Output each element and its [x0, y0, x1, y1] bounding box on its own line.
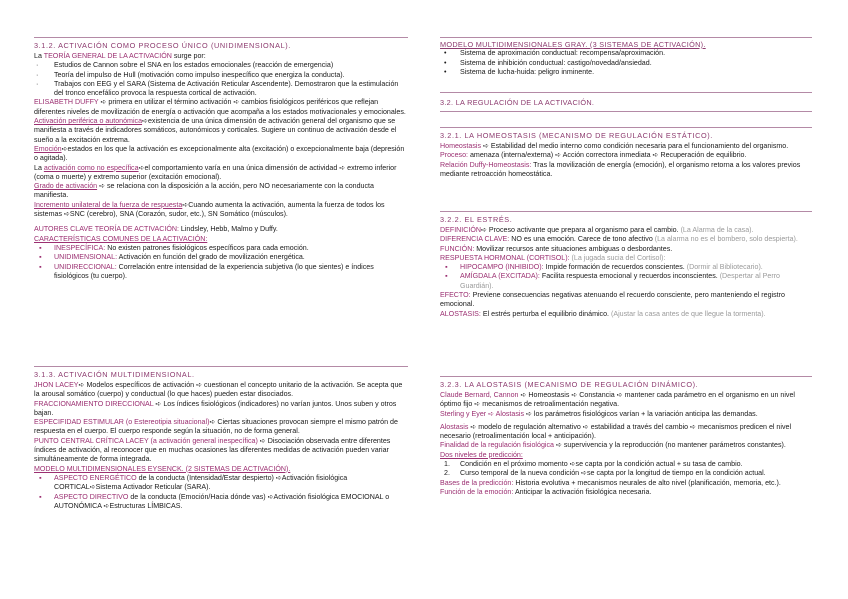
section-title: 3.2.2. EL ESTRÉS. [440, 211, 812, 225]
hormonal-response-heading: RESPUESTA HORMONAL (CORTISOL): (La jugada sucia del Cortisol): [440, 253, 666, 262]
list-item: 2. Curso temporal de la nueva condición ➪se capta por la longitud de tiempo en la condición actual. [444, 469, 766, 478]
eysenck-heading: MODELO MULTIDIMENSIONALES EYSENCK. (2 SISTEMAS DE ACTIVACIÓN). [34, 464, 291, 473]
duffy-homeostasis-paragraph: Relación Duffy-Homeostasis: Tras la movilización de energía (emoción), el organismo retorna a los valores previos mediante retroacción homeostática. [440, 160, 801, 178]
fractionation-paragraph: FRACCIONAMIENTO DIRECCIONAL ➪ Los índices fisiológicos (indicadores) no varían juntos. Unos suben y otros bajan. [34, 399, 397, 417]
section-title: 3.2.1. LA HOMEOSTASIS (MECANISMO DE REGULACIÓN ESTÁTICO). [440, 127, 812, 141]
list-item: 1. Condición en el próximo momento ➪se capta por la condición actual + su tasa de cambio. [444, 460, 743, 469]
list-item: • Sistema de inhibición conductual: castigo/novedad/ansiedad. [440, 59, 812, 68]
nonspecific-paragraph: La activación como no específica➪el comportamiento varía en una única dimensión de actividad ➪ extremo inferior (coma o muerte) y extremo superior (excitación emocional). [34, 163, 397, 181]
common-features-heading: CARACTERÍSTICAS COMUNES DE LA ACTIVACIÓN: [34, 234, 208, 243]
section-title: 3.1.3. ACTIVACIÓN MULTIDIMENSIONAL. [34, 366, 408, 380]
activation-degree-paragraph: Grado de activación ➪ se relaciona con la disposición a la acción, pero NO necesariamente con la conducta manifiesta. [34, 182, 374, 200]
list-item: ▪ HIPOCAMPO (INHIBIDO): Impide formación de recuerdos conscientes. (Dormir al Bibliotecario). [440, 263, 812, 272]
process-paragraph: Proceso: amenaza (interna/externa) ➪ Acción correctora inmediata ➪ Recuperación de equilibrio. [440, 151, 747, 160]
stimulus-specificity-paragraph: ESPECIFIDAD ESTIMULAR (o Estereotipia situacional)➪ Ciertas situaciones provocan siempre el mismo patrón de respuesta en el cuerpo. El cuerpo responde según la situación, no de forma general. [34, 418, 398, 436]
purpose-paragraph: Finalidad de la regulación fisiológica ➪ supervivencia y la reproducción (no mantener parámetros constantes). [440, 441, 786, 450]
section-3-1-2 [34, 37, 408, 281]
homeostasis-paragraph: Homeostasis ➪ Estabilidad del medio interno como condición necesaria para el funcionamiento del organismo. [440, 142, 789, 150]
list-item: ▪ AMÍGDALA (EXCITADA): Facilita respuesta emocional y recuerdos inconscientes. (Despertar al Perro Guardián). [440, 272, 812, 291]
list-item: · Trabajos con EEG y el SARA (Sistema de Activación Reticular Ascendente). Demostraron que la estimulación del tronco encefálico provoca la respuesta cortical de activación. [34, 80, 408, 99]
lacey-critique-paragraph: PUNTO CENTRAL CRÍTICA LACEY (a activación general inespecífica) ➪ Disociación observada entre diferentes índices de activación, al reconocer que en muchas ocasiones las diferentes medidas de activación pueden variar simultáneamente de forma integrada. [34, 436, 391, 464]
emotion-paragraph: Emoción➪estados en los que la activación es excepcionalmente alta (excitación) o excepcionalmente baja (depresión o agitada). [34, 144, 405, 163]
list-item: ▪ INESPECÍFICA: No existen patrones fisiológicos específicos para cada emoción. [34, 244, 408, 253]
definition-paragraph: DEFINICIÓN➪ Proceso activante que prepara al organismo para el cambio. (La Alarma de la casa). [440, 226, 754, 234]
allostasis-paragraph: ALOSTASIS: El estrés perturba el equilibrio dinámico. (Ajustar la casa antes de que llegue la tormenta). [440, 309, 766, 318]
section-title: 3.2.3. LA ALOSTASIS (MECANISMO DE REGULACIÓN DINÁMICO). [440, 376, 812, 390]
list-item: • Sistema de aproximación conductual: recompensa/aproximación. [440, 49, 812, 58]
section-gray-model [440, 37, 812, 77]
allostasis-model-paragraph: Alostasis ➪ modelo de regulación alternativo ➪ estabilidad a través del cambio ➪ mecanismos predicen el nivel necesario (retroalimentación local + anticipación). [440, 422, 792, 441]
key-authors: AUTORES CLAVE TEORÍA DE ACTIVACIÓN: Lindsley, Hebb, Malmo y Duffy. [34, 225, 278, 234]
section-3-2-3 [440, 376, 812, 497]
effect-paragraph: EFECTO: Previene consecuencias negativas atenuando el recuerdo consciente, pero manteniendo el registro emocional. [440, 291, 785, 309]
lacey-paragraph: JHON LACEY➪ Modelos específicos de activación ➪ cuestionan el concepto unitario de la activación. Se acepta que la arousal somático (cuerpo) y conductual (lo que haces) pueden estar disociados. [34, 381, 403, 399]
list-item: · Estudios de Cannon sobre el SNA en los estados emocionales (reacción de emergencia) [34, 61, 408, 70]
gray-heading: MODELO MULTIDIMENSIONALES GRAY. (3 SISTEMAS DE ACTIVACIÓN). [440, 37, 812, 49]
prediction-bases-paragraph: Bases de la predicción: Historia evolutiva + mecanismos neurales de alto nivel (planificación, memoria, etc.). [440, 478, 781, 487]
list-item: ▪ ASPECTO ENERGÉTICO de la conducta (Intensidad/Estar despierto) ➪Activación fisiológica CORTICAL➪Sistema Activador Reticular (SARA). [34, 474, 408, 493]
duffy-paragraph: ELISABETH DUFFY ➪ primera en utilizar el término activación ➪ cambios fisiológicos periféricos que reflejan diferentes niveles de movilización de energía o activación que acompaña a los estados motivacionales y emocionales. [34, 98, 406, 116]
section-3-1-3 [34, 366, 408, 511]
bernard-cannon-paragraph: Claude Bernard, Cannon ➪ Homeostasis ➪ Constancia ➪ mantener cada parámetro en el organismo en un nivel óptimo fijo ➪ mecanismos de retroalimentación negativa. [440, 391, 795, 409]
key-difference-paragraph: DIFERENCIA CLAVE: NO es una emoción. Carece de tono afectivo (La alarma no es el bombero, solo despierta). [440, 235, 798, 244]
intro-paragraph: La TEORÍA GENERAL DE LA ACTIVACIÓN surge por: [34, 52, 206, 60]
increment-paragraph: Incremento unilateral de la fuerza de respuesta➪Cuando aumenta la activación, aumenta la fuerza de todos los sistemas ➪SNC (cerebro), SNA (Corazón, sudor, etc.), SN Somático (músculos). [34, 200, 385, 219]
list-item: • Sistema de lucha-huida: peligro inminente. [440, 68, 812, 77]
emotion-function-paragraph: Función de la emoción: Anticipar la activación fisiológica necesaria. [440, 487, 652, 496]
list-item: ▪ ASPECTO DIRECTIVO de la conducta (Emoción/Hacia dónde vas) ➪Activación fisiológica EMOCIONAL o AUTONÓMICA ➪Estructuras LÍMBICAS. [34, 493, 408, 512]
list-item: · Teoría del impulso de Hull (motivación como impulso inespecífico que energiza la conducta). [34, 71, 408, 80]
list-item: ▪ UNIDIRECCIONAL: Correlación entre intensidad de la experiencia subjetiva (lo que sientes) e índices fisiológicos (tu cuerpo). [34, 263, 408, 282]
section-3-2-2 [440, 211, 812, 319]
section-title: 3.1.2. ACTIVACIÓN COMO PROCESO ÚNICO (UNIDIMENSIONAL). [34, 37, 408, 51]
section-3-2-1 [440, 127, 812, 179]
sterling-eyer-paragraph: Sterling y Eyer ➪ Alostasis ➪ los parámetros fisiológicos varían + la variación anticipa las demandas. [440, 409, 758, 418]
function-paragraph: FUNCIÓN: Movilizar recursos ante situaciones ambiguas o desbordantes. [440, 244, 673, 253]
list-item: ▪ UNIDIMENSIONAL: Activación en función del grado de movilización energética. [34, 253, 408, 262]
prediction-levels-heading: Dos niveles de predicción: [440, 450, 523, 459]
section-3-2-title: 3.2. LA REGULACIÓN DE LA ACTIVACIÓN. [440, 92, 812, 112]
peripheral-activation-paragraph: Activación periférica o autonómica➪existencia de una única dimensión de activación general del organismo que se manifiesta a través de indicadores somáticos, autonómicos y corticales. Sugiere un continuo de activación desde el sueño a la excitación extrema. [34, 117, 397, 144]
